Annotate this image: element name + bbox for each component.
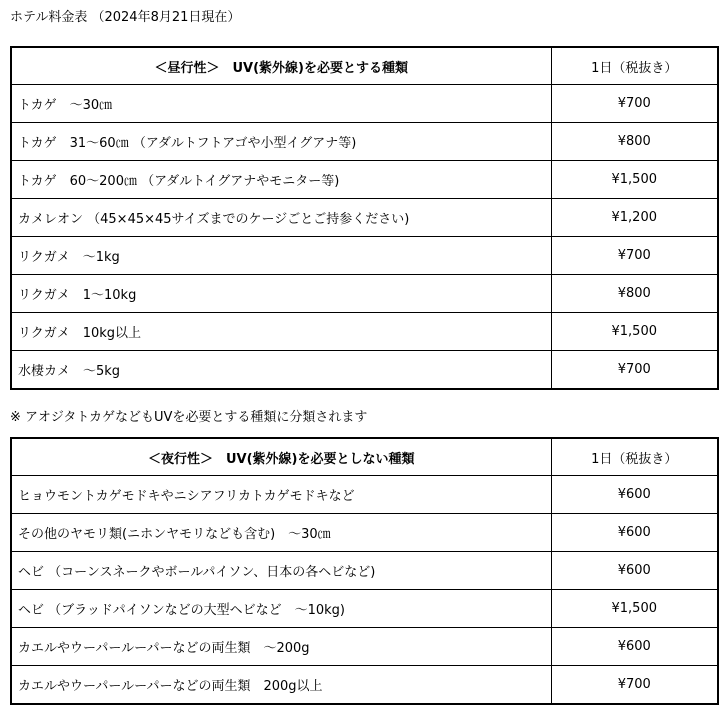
table-row [11,237,718,275]
price-cell: ¥1,500 [551,590,718,628]
species-cell: トカゲ 31～60㎝ （アダルトフトアゴや小型イグアナ等) [11,123,551,161]
species-cell: カメレオン （45×45×45サイズまでのケージごとご持参ください) [11,199,551,237]
category-header: ＜昼行性＞ UV(紫外線)を必要とする種類 [11,47,551,85]
species-cell: トカゲ 60～200㎝ （アダルトイグアナやモニター等) [11,161,551,199]
price-cell: ¥700 [551,237,718,275]
price-header: 1日（税抜き） [551,438,718,476]
page-title: ホテル料金表 （2024年8月21日現在） [10,10,241,25]
species-cell: リクガメ 10kg以上 [11,313,551,351]
species-cell: リクガメ 1～10kg [11,275,551,313]
table-row [11,275,718,313]
price-cell: ¥1,500 [551,161,718,199]
price-cell: ¥600 [551,476,718,514]
price-cell: ¥700 [551,666,718,705]
table-header-row [11,438,718,476]
species-cell: その他のヤモリ類(ニホンヤモリなども含む) ～30㎝ [11,514,551,552]
price-cell: ¥600 [551,552,718,590]
price-header: 1日（税抜き） [551,47,718,85]
category-header: ＜夜行性＞ UV(紫外線)を必要としない種類 [11,438,551,476]
species-cell: カエルやウーパールーパーなどの両生類 ～200g [11,628,551,666]
table-row [11,199,718,237]
table-row [11,476,718,514]
diurnal-rate-table [10,46,719,390]
table-row [11,590,718,628]
price-cell: ¥600 [551,628,718,666]
price-cell: ¥700 [551,351,718,390]
price-cell: ¥800 [551,123,718,161]
table-row [11,514,718,552]
footnote: ※ アオジタトカゲなどもUVを必要とする種類に分類されます [10,410,368,425]
table-row [11,351,718,390]
table-row [11,123,718,161]
table-row [11,85,718,123]
species-cell: ヒョウモントカゲモドキやニシアフリカトカゲモドキなど [11,476,551,514]
species-cell: ヘビ （コーンスネークやボールパイソン、日本の各ヘビなど) [11,552,551,590]
table-row [11,628,718,666]
nocturnal-rate-table [10,437,719,705]
species-cell: 水棲カメ ～5kg [11,351,551,390]
species-cell: ヘビ （ブラッドパイソンなどの大型ヘビなど ～10kg) [11,590,551,628]
species-cell: リクガメ ～1kg [11,237,551,275]
table-row [11,313,718,351]
price-cell: ¥1,500 [551,313,718,351]
price-cell: ¥1,200 [551,199,718,237]
price-cell: ¥800 [551,275,718,313]
table-row [11,666,718,705]
species-cell: トカゲ ～30㎝ [11,85,551,123]
table-header-row [11,47,718,85]
table-row [11,552,718,590]
price-cell: ¥700 [551,85,718,123]
species-cell: カエルやウーパールーパーなどの両生類 200g以上 [11,666,551,705]
table-row [11,161,718,199]
price-cell: ¥600 [551,514,718,552]
